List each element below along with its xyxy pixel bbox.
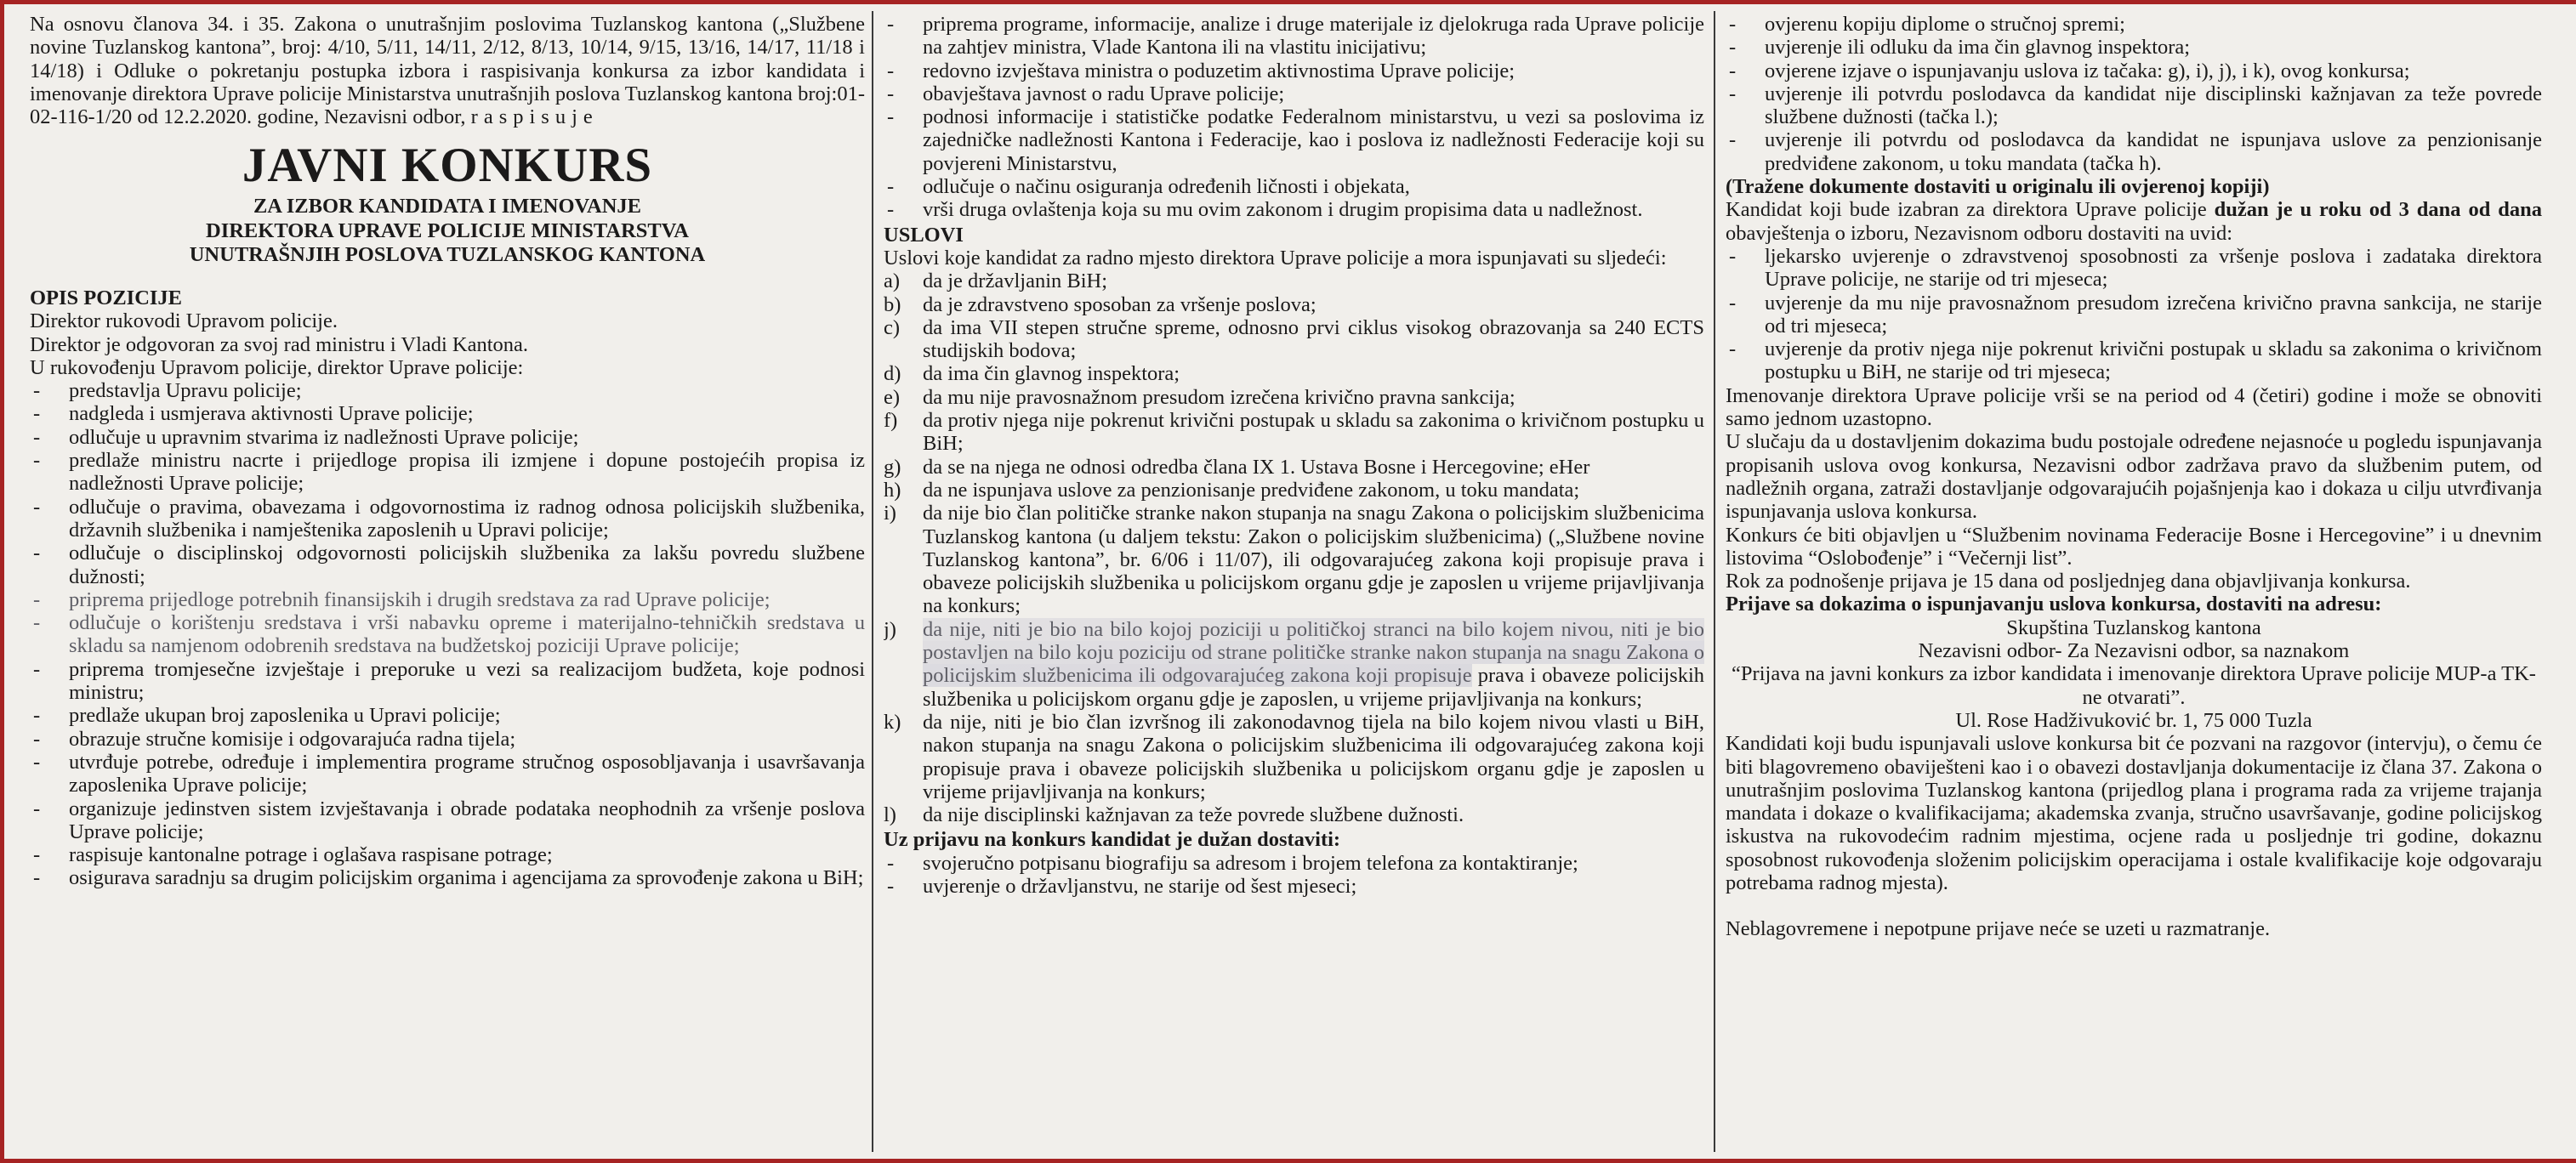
- list-item: - podnosi informacije i statističke podatke Federalnom ministarstvu, u vezi sa poslovima iz zajedničke nadležnosti Kantona i Federacije, kao i poslova iz nadležnosti Federacije koji su povjereni Ministarstvu,: [884, 105, 1704, 175]
- subtitle: [30, 195, 865, 268]
- condition-item: d) da ima čin glavnog inspektora;: [884, 362, 1180, 386]
- condition-letter: i): [884, 502, 896, 525]
- selected-candidate-list: [1726, 245, 2542, 384]
- condition-letter: f): [884, 409, 898, 433]
- list-item: - uvjerenje o državljanstvu, ne starije od šest mjeseci;: [884, 875, 1704, 898]
- interview-paragraph: Kandidati koji budu ispunjavali uslove konkursa bit će pozvani na razgovor (intervju), o čemu će biti blagovremeno obaviješteni kao i o obavezi dostavljanja dokumentacije iz člana 37. Zakona o unutrašnjim poslovima Tuzlanskog kantona (prijedlog plana i programa rada za vrijeme trajanja mandata i dokaze o kvalifikacijama; akademska zvanja, stručno usavršavanje, godine policijskog iskustva na rukovodećim radnim mjestima, ocjene rada u posljednje tri godine, dokaznu sposobnost rukovođenja složenim policijskim operacijama i ostale kvalifikacije koje odgovaraju potrebama radnog mjesta).: [1726, 732, 2542, 894]
- uslovi-intro: Uslovi koje kandidat za radno mjesto direktora Uprave policije a mora ispunjavati su sljedeći:: [884, 246, 1667, 269]
- duties-list: [30, 379, 865, 890]
- list-item: - vrši druga ovlaštenja koja su mu ovim zakonom i drugim propisima data u nadležnost.: [884, 198, 1704, 221]
- subtitle-line: DIREKTORA UPRAVE POLICIJE MINISTARSTVA: [206, 218, 689, 242]
- deadline-paragraph: Rok za podnošenje prijava je 15 dana od posljednjeg dana objavljivanja konkursa.: [1726, 570, 2411, 593]
- address-line: Ul. Rose Hadživuković br. 1, 75 000 Tuzla: [1955, 708, 2312, 732]
- condition-letter: j): [884, 617, 896, 641]
- list-item: - organizuje jedinstven sistem izvještavanja i obrade podataka neophodnih za vršenje poslova Uprave policije;: [30, 797, 865, 844]
- column-3: [1726, 13, 2542, 1149]
- opis-line: Direktor je odgovoran za svoj rad ministru i Vladi Kantona.: [30, 332, 529, 356]
- opis-line: Direktor rukovodi Upravom policije.: [30, 309, 338, 333]
- prijava-heading: Uz prijavu na konkurs kandidat je dužan dostaviti:: [884, 828, 1341, 852]
- list-item: - priprema programe, informacije, analize i druge materijale iz djelokruga rada Uprave policije na zahtjev ministra, Vlade Kantona ili na vlastitu inicijativu;: [884, 13, 1704, 60]
- list-item: - predlaže ukupan broj zaposlenika u Upravi policije;: [30, 704, 865, 727]
- list-item: - predstavlja Upravu policije;: [30, 379, 865, 402]
- condition-item: b) da je zdravstveno sposoban za vršenje poslova;: [884, 292, 1316, 316]
- column-2: [884, 13, 1704, 1149]
- subtitle-line: UNUTRAŠNJIH POSLOVA TUZLANSKOG KANTONA: [189, 243, 706, 267]
- list-item: - ovjerenu kopiju diplome o stručnoj spremi;: [1726, 13, 2542, 36]
- documents-note: (Tražene dokumente dostaviti u originalu ili ovjerenoj kopiji): [1726, 175, 2270, 199]
- condition-item: j) da nije, niti je bio na bilo kojoj poziciji u političkoj stranci na bilo kojem nivou, niti je bio postavljen na bilo koju poziciju od strane političke stranke nakon stupanja na snagu Zakona o policijskim službenicima ili odgovarajućeg zakona koji propisuje prava i obaveze policijskih službenika u policijskom organu gdje je zaposlen, u vrijeme prijavljivanja na konkurs;: [884, 617, 1704, 711]
- intro-paragraph: Na osnovu članova 34. i 35. Zakona o unutrašnjim poslovima Tuzlanskog kantona („Službene novine Tuzlanskog kantona”, broj: 4/10, 5/11, 14/11, 2/12, 8/13, 10/14, 9/15, 13/16, 14/17, 11/18 i 14/18) i Odluke o pokretanju postupka izbora i raspisivanja konkursa za izbor kandidata i imenovanje direktora Uprave policije Ministarstva unutrašnjih poslova Tuzlanskog kantona broj:01-02-116-1/20 od 12.2.2020. godine, Nezavisni odbor, raspisuje: [30, 13, 865, 129]
- list-item: - svojeručno potpisanu biografiju sa adresom i brojem telefona za kontaktiranje;: [884, 852, 1704, 875]
- condition-letter: d): [884, 362, 901, 386]
- condition-item: h) da ne ispunjava uslove za penzionisanje predviđene zakonom, u toku mandata;: [884, 478, 1580, 502]
- condition-item: l) da nije disciplinski kažnjavan za teže povrede službene dužnosti.: [884, 803, 1464, 827]
- column-divider: [1714, 11, 1715, 1152]
- condition-letter: b): [884, 292, 901, 316]
- prijava-list: [884, 852, 1704, 899]
- condition-item: g) da se na njega ne odnosi odredba člana IX 1. Ustava Bosne i Hercegovine; eHer: [884, 455, 1590, 479]
- duties-list-continued: [884, 13, 1704, 222]
- list-item: - uvjerenje ili odluku da ima čin glavnog inspektora;: [1726, 36, 2542, 59]
- spacer: [1726, 894, 2542, 917]
- documents-list: [1726, 13, 2542, 175]
- list-item: - odlučuje o pravima, obavezama i odgovornostima iz radnog odnosa policijskih službenika, državnih službenika i namještenika zaposlenih u Upravi policije;: [30, 496, 865, 542]
- condition-item: c) da ima VII stepen stručne spreme, odnosno prvi ciklus visokog obrazovanja sa 240 ECTS studijskih bodova;: [884, 315, 1704, 363]
- list-item: - utvrđuje potrebe, određuje i implementira programe stručnog osposobljavanja i usavršavanja zaposlenika Uprave policije;: [30, 751, 865, 797]
- condition-item: k) da nije, niti je bio član izvršnog ili zakonodavnog tijela na bilo kojem nivou vlasti u BiH, nakon stupanja na snagu Zakona o policijskim službenicima ili odgovarajućeg zakona koji propisuje prava i obaveze policijskih službenika u policijskom organu gdje je zaposlen u vrijeme prijavljivanja na konkurs;: [884, 710, 1704, 803]
- final-note: Neblagovremene i nepotpune prijave neće se uzeti u razmatranje.: [1726, 917, 2271, 941]
- opis-line: U rukovođenju Upravom policije, direktor Uprave policije:: [30, 355, 524, 379]
- condition-shaded-text: da nije, niti je bio na bilo kojoj poziciji u političkoj stranci na bilo kojem nivou, niti je bio postavljen na bilo koju poziciju od strane političke stranke nakon stupanja na snagu Zakona o policijskim službenicima ili odgovarajućeg zakona koji propisuje: [923, 617, 1704, 688]
- condition-letter: e): [884, 385, 901, 409]
- mandate-paragraph: Imenovanje direktora Uprave policije vrši se na period od 4 (četiri) godine i može se obnoviti samo jednom uzastopno.: [1726, 383, 2542, 431]
- clarification-paragraph: U slučaju da u dostavljenim dokazima budu postojale određene nejasnoće u pogledu ispunjavanja propisanih uslova ovog konkursa, Nezavisni odbor zadržava pravo da službenim putem, od nadležnih organa, zatraži dostavljanje odgovarajućih pojašnjenja kao i dokaza u cilju utvrđivanja ispunjavanja uslova konkursa.: [1726, 430, 2542, 524]
- list-item: - uvjerenje da mu nije pravosnažnom presudom izrečena krivično pravna sankcija, ne starije od tri mjeseca;: [1726, 292, 2542, 338]
- condition-item: e) da mu nije pravosnažnom presudom izrečena krivično pravna sankcija;: [884, 385, 1515, 409]
- condition-item: f) da protiv njega nije pokrenut krivični postupak u skladu sa zakonima o krivičnom postupku u BiH;: [884, 409, 1704, 456]
- address-line: Nezavisni odbor- Za Nezavisni odbor, sa naznakom: [1918, 639, 2350, 663]
- condition-item: a) da je državljanin BiH;: [884, 269, 1108, 293]
- condition-letter: c): [884, 315, 901, 339]
- list-item: - osigurava saradnju sa drugim policijskim organima i agencijama za sprovođenje zakona u BiH;: [30, 866, 865, 889]
- publication-paragraph: Konkurs će biti objavljen u “Službenim novinama Federacije Bosne i Hercegovine” i u dnevnim listovima “Oslobođenje” i “Večernji list”.: [1726, 523, 2542, 570]
- list-item: - raspisuje kantonalne potrage i oglašava raspisane potrage;: [30, 843, 865, 866]
- address-line: Skupština Tuzlanskog kantona: [2006, 616, 2261, 639]
- condition-letter: a): [884, 269, 901, 293]
- list-item: - nadgleda i usmjerava aktivnosti Uprave policije;: [30, 402, 865, 425]
- list-item: - priprema tromjesečne izvještaje i preporuke u vezi sa realizacijom budžeta, koje podnosi ministru;: [30, 658, 865, 705]
- page-title: JAVNI KONKURS: [242, 139, 653, 193]
- list-item: - redovno izvještava ministra o poduzetim aktivnostima Uprave policije;: [884, 60, 1704, 82]
- list-item: - obrazuje stručne komisije i odgovarajuća radna tijela;: [30, 728, 865, 751]
- list-item: - ovjerene izjave o ispunjavanju uslova iz tačaka: g), i), j), i k), ovog konkursa;: [1726, 60, 2542, 82]
- deadline-emphasis: dužan je u roku od 3 dana od dana: [2214, 198, 2542, 222]
- opis-heading: OPIS POZICIJE: [30, 286, 183, 309]
- column-divider: [872, 11, 873, 1152]
- selected-candidate-paragraph: Kandidat koji bude izabran za direktora Uprave policije dužan je u roku od 3 dana od dana obavještenja o izboru, Nezavisnom odboru dostaviti na uvid:: [1726, 198, 2542, 245]
- conditions-list: [884, 269, 1704, 826]
- list-item: - odlučuje o načinu osiguranja određenih ličnosti i objekata,: [884, 175, 1704, 198]
- list-item: - odlučuje u upravnim stvarima iz nadležnosti Uprave policije;: [30, 426, 865, 449]
- list-item: - predlaže ministru nacrte i prijedloge propisa ili izmjene i dopune postojećih propisa iz nadležnosti Uprave policije;: [30, 449, 865, 496]
- list-item: - uvjerenje da protiv njega nije pokrenut krivični postupak u skladu sa zakonima o krivičnom postupku u BiH, ne starije od tri mjeseca;: [1726, 338, 2542, 384]
- intro-raspisuje: raspisuje: [470, 105, 599, 129]
- condition-item: i) da nije bio član političke stranke nakon stupanja na snagu Zakona o policijskim službenicima Tuzlanskog kantona (u daljem tekstu: Zakon o policijskim službenicima) („Službene novine Tuzlanskog kantona”, br. 6/06 i 11/07), ili odgovarajućeg zakona koji propisuje prava i obaveze policijskih službenika u policijskom organu gdje je zaposlen u vrijeme prijavljivanja na konkurs;: [884, 502, 1704, 618]
- address-line: “Prijava na javni konkurs za izbor kandidata i imenovanje direktora Uprave policije MUP-a TK- ne otvarati”.: [1732, 662, 2536, 709]
- list-item: - odlučuje o disciplinskoj odgovornosti policijskih službenika za lakšu povredu službene dužnosti;: [30, 542, 865, 588]
- list-item: - uvjerenje ili potvrdu od poslodavca da kandidat ne ispunjava uslove za penzionisanje predviđene zakonom, u toku mandata (tačka h).: [1726, 128, 2542, 175]
- list-item: - obavještava javnost o radu Uprave policije;: [884, 82, 1704, 105]
- list-item: - odlučuje o korištenju sredstava i vrši nabavku opreme i materijalno-tehničkih sredstava u skladu sa namjenom odobrenih sredstava na budžetskoj poziciji Uprave policije;: [30, 611, 865, 658]
- condition-letter: g): [884, 455, 901, 479]
- list-item: - priprema prijedloge potrebnih finansijskih i drugih sredstava za rad Uprave policije;: [30, 588, 865, 611]
- uslovi-heading: USLOVI: [884, 223, 964, 247]
- condition-letter: h): [884, 478, 901, 502]
- list-item: - uvjerenje ili potvrdu poslodavca da kandidat nije disciplinski kažnjavan za teže povrede službene dužnosti (tačka l.);: [1726, 82, 2542, 129]
- address-heading: Prijave sa dokazima o ispunjavanju uslova konkursa, dostaviti na adresu:: [1726, 593, 2382, 616]
- subtitle-line: ZA IZBOR KANDIDATA I IMENOVANJE: [253, 195, 642, 218]
- condition-letter: l): [884, 803, 896, 827]
- condition-letter: k): [884, 710, 901, 734]
- list-item: - ljekarsko uvjerenje o zdravstvenoj sposobnosti za vršenje poslova i zadataka direktora Uprave policije, ne starije od tri mjeseca;: [1726, 245, 2542, 292]
- column-1: [30, 13, 865, 1149]
